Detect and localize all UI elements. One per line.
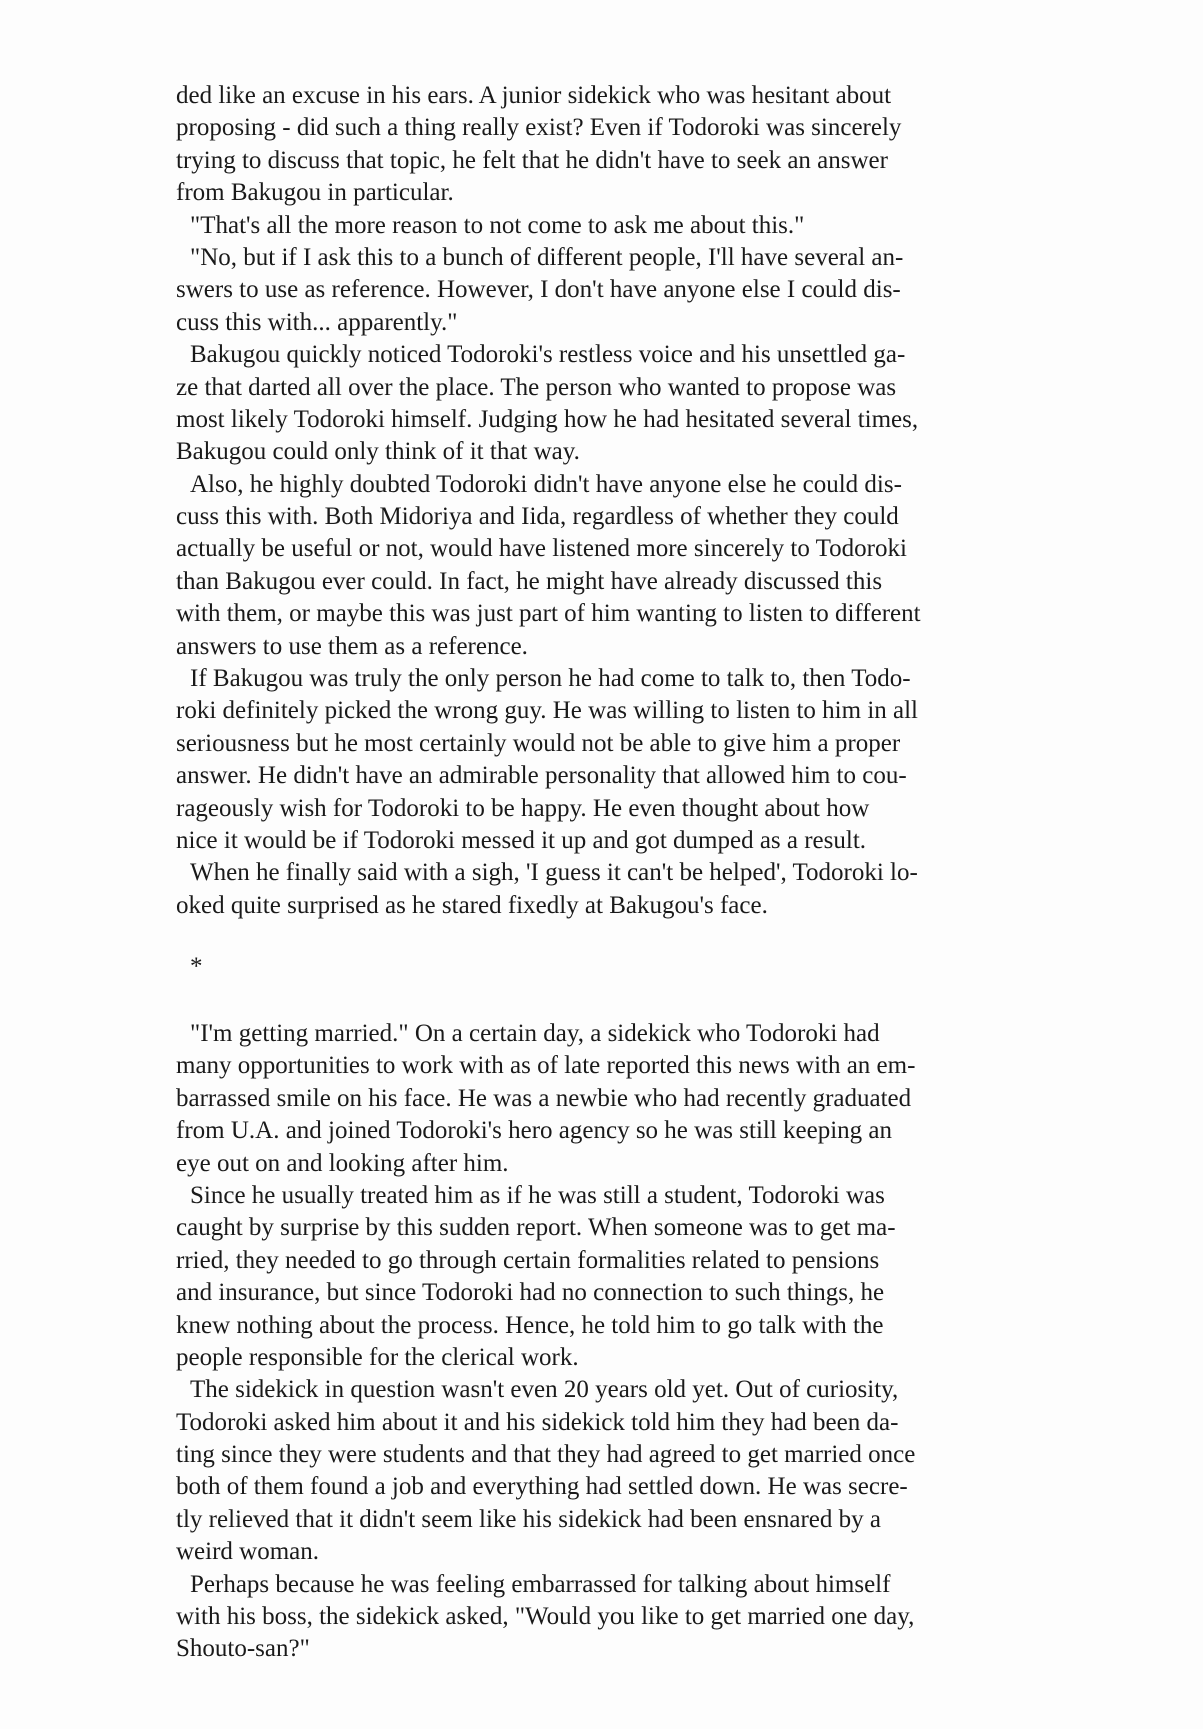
text-line: trying to discuss that topic, he felt that he didn't have to seek an answer — [176, 146, 888, 174]
text-line: from Bakugou in particular. — [176, 179, 454, 207]
text-line: cuss this with. Both Midoriya and Iida, regardless of whether they could — [176, 503, 899, 531]
text-line: oked quite surprised as he stared fixedly at Bakugou's face. — [176, 891, 768, 919]
text-line: roki definitely picked the wrong guy. He was willing to listen to him in all — [176, 697, 919, 725]
text-line: proposing - did such a thing really exist? Even if Todoroki was sincerely — [176, 114, 902, 142]
text-line: answer. He didn't have an admirable personality that allowed him to cou- — [176, 762, 907, 790]
text-line: cuss this with... apparently." — [176, 308, 458, 336]
text-line: with his boss, the sidekick asked, "Would you like to get married one day, — [176, 1603, 915, 1631]
text-line: many opportunities to work with as of late reported this news with an em- — [176, 1052, 916, 1080]
text-line: caught by surprise by this sudden report. When someone was to get ma- — [176, 1214, 896, 1242]
text-line: "I'm getting married." On a certain day, a sidekick who Todoroki had — [190, 1020, 880, 1047]
text-line: rried, they needed to go through certain formalities related to pensions — [176, 1246, 880, 1274]
text-line: than Bakugou ever could. In fact, he might have already discussed this — [176, 567, 883, 595]
text-section-1 — [176, 80, 1056, 922]
text-line: both of them found a job and everything had settled down. He was secre- — [176, 1473, 908, 1501]
text-line: "That's all the more reason to not come to ask me about this." — [190, 211, 805, 239]
text-line: The sidekick in question wasn't even 20 years old yet. Out of curiosity, — [190, 1376, 899, 1404]
text-line: knew nothing about the process. Hence, he told him to go talk with the — [176, 1311, 884, 1339]
text-line: rageously wish for Todoroki to be happy. He even thought about how — [176, 794, 870, 822]
text-line: and insurance, but since Todoroki had no connection to such things, he — [176, 1279, 885, 1307]
text-line: tly relieved that it didn't seem like his sidekick had been ensnared by a — [176, 1505, 881, 1533]
text-line: weird woman. — [176, 1538, 320, 1566]
text-line: eye out on and looking after him. — [176, 1149, 509, 1177]
text-line: Bakugou quickly noticed Todoroki's restless voice and his unsettled ga- — [190, 341, 906, 369]
text-line: Shouto-san?" — [176, 1635, 310, 1663]
text-line: most likely Todoroki himself. Judging how he had hesitated several times, — [176, 405, 919, 433]
text-line: ze that darted all over the place. The person who wanted to propose was — [176, 373, 897, 401]
text-line: If Bakugou was truly the only person he had come to talk to, then Todo- — [190, 665, 911, 693]
text-line: swers to use as reference. However, I don't have anyone else I could dis- — [176, 276, 901, 304]
text-line: Also, he highly doubted Todoroki didn't have anyone else he could dis- — [190, 470, 902, 498]
text-line: barrassed smile on his face. He was a newbie who had recently graduated — [176, 1084, 912, 1112]
text-line: actually be useful or not, would have listened more sincerely to Todoroki — [176, 535, 907, 563]
text-line: Since he usually treated him as if he was still a student, Todoroki was — [190, 1181, 885, 1209]
text-line: Bakugou could only think of it that way. — [176, 438, 580, 466]
text-line: When he finally said with a sigh, 'I guess it can't be helped', Todoroki lo- — [190, 859, 918, 887]
text-section-2 — [176, 1018, 1056, 1666]
text-line: from U.A. and joined Todoroki's hero agency so he was still keeping an — [176, 1117, 893, 1145]
text-line: "No, but if I ask this to a bunch of different people, I'll have several an- — [190, 243, 904, 271]
text-line: Todoroki asked him about it and his sidekick told him they had been da- — [176, 1408, 899, 1436]
text-line: Perhaps because he was feeling embarrassed for talking about himself — [190, 1570, 891, 1598]
text-line: ded like an excuse in his ears. A junior sidekick who was hesitant about — [176, 82, 892, 109]
text-line: seriousness but he most certainly would not be able to give him a proper — [176, 729, 901, 757]
text-line: answers to use them as a reference. — [176, 632, 528, 660]
text-line: ting since they were students and that they had agreed to get married once — [176, 1441, 916, 1469]
scene-break-asterisk: * — [190, 953, 203, 980]
text-line: with them, or maybe this was just part of him wanting to listen to different — [176, 600, 921, 628]
text-line: people responsible for the clerical work. — [176, 1343, 579, 1371]
text-line: nice it would be if Todoroki messed it up and got dumped as a result. — [176, 826, 867, 854]
